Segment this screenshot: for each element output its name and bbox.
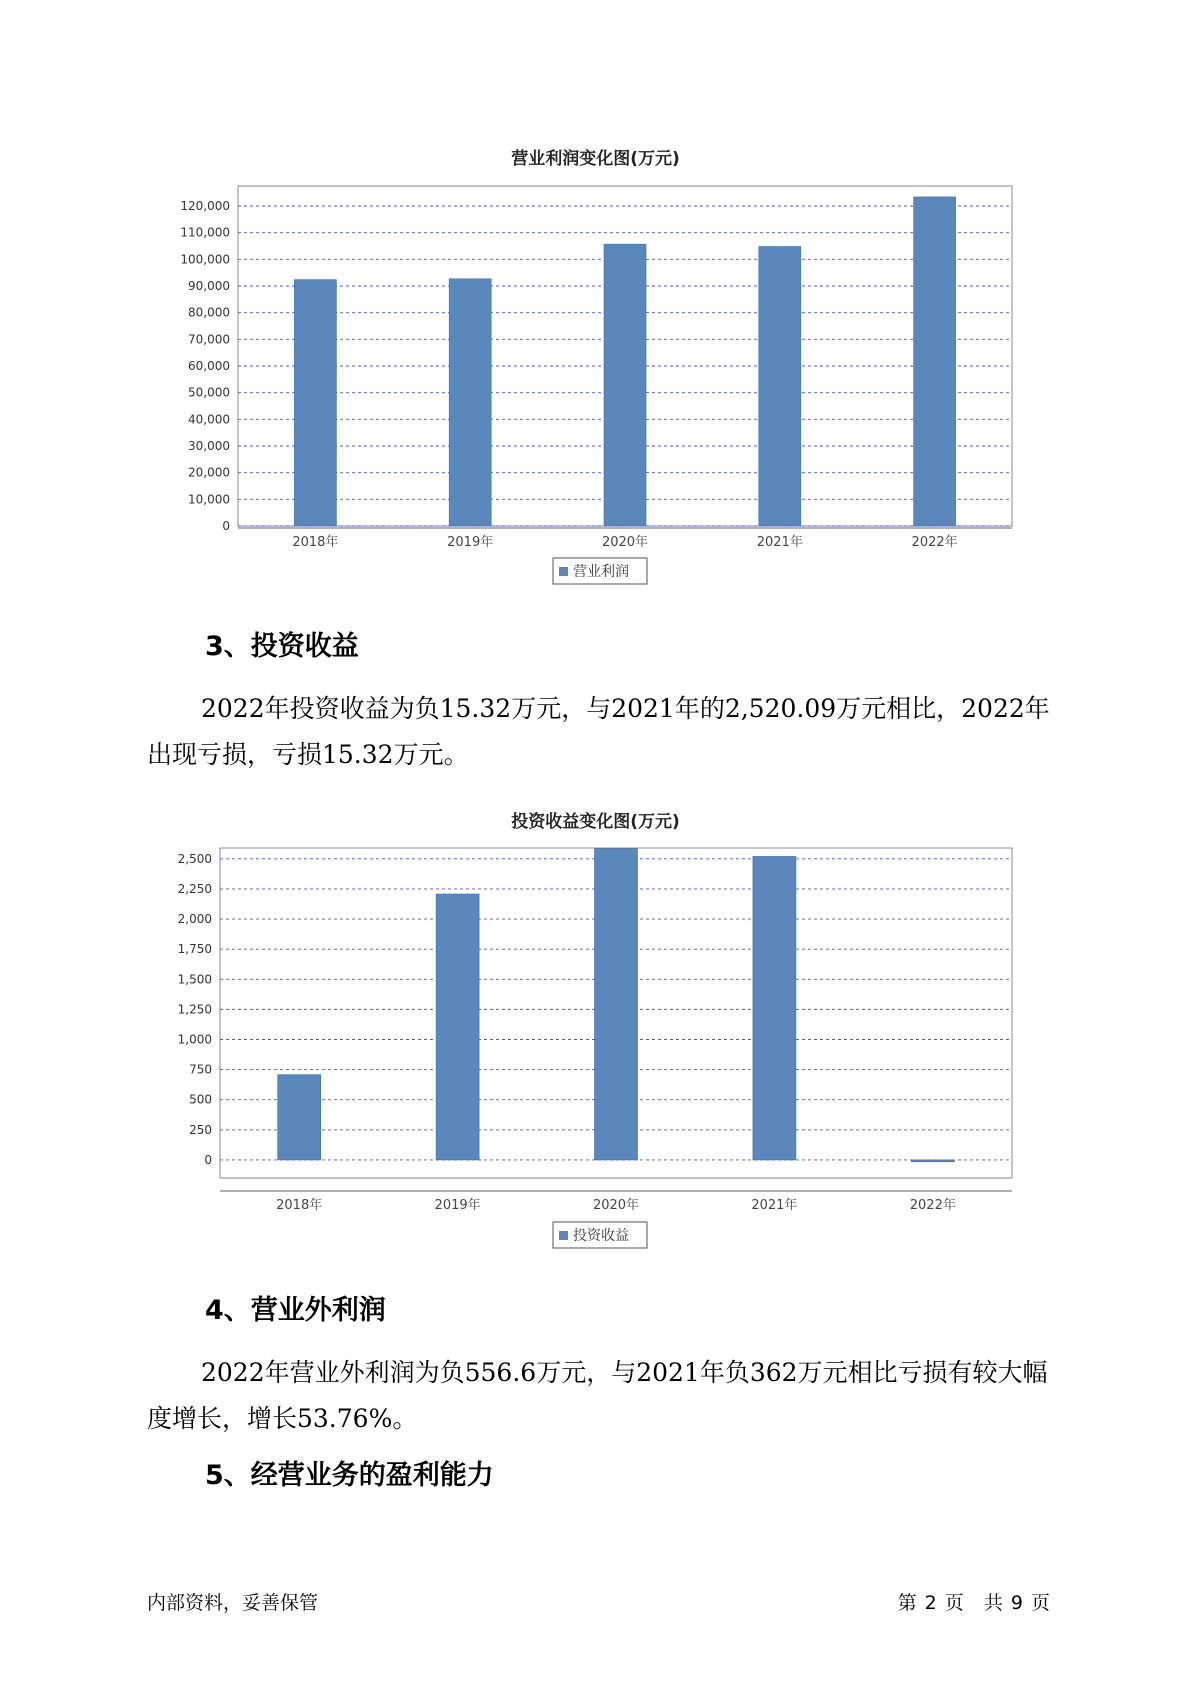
y-tick-label: 1,500 bbox=[177, 972, 212, 987]
x-tick-label: 2021年 bbox=[756, 535, 803, 550]
x-tick-label: 2022年 bbox=[911, 535, 958, 550]
y-tick-label: 0 bbox=[222, 519, 230, 533]
y-tick-label: 110,000 bbox=[180, 225, 230, 240]
y-tick-label: 50,000 bbox=[188, 385, 230, 400]
bar bbox=[911, 1160, 954, 1162]
legend bbox=[553, 1222, 647, 1248]
footer-confidential-note: 内部资料，妥善保管 bbox=[147, 1592, 319, 1614]
legend-label: 投资收益 bbox=[573, 1228, 629, 1244]
y-tick-label: 40,000 bbox=[188, 412, 230, 427]
page-mid: 页 bbox=[944, 1592, 964, 1614]
y-tick-label: 60,000 bbox=[188, 359, 230, 373]
bar bbox=[753, 856, 796, 1160]
x-tick-label: 2018年 bbox=[276, 1198, 323, 1213]
x-tick-label: 2020年 bbox=[601, 535, 649, 550]
x-tick-label: 2021年 bbox=[751, 1198, 798, 1213]
section-4-paragraph: 2022年营业外利润为负556.6万元，与2021年负362万元相比亏损有较大幅度增长，增长53.76%。 bbox=[147, 1358, 1048, 1433]
legend-swatch bbox=[559, 1231, 568, 1240]
y-tick-label: 90,000 bbox=[188, 279, 230, 293]
y-tick-label: 80,000 bbox=[188, 305, 230, 320]
chart2-title: 投资收益变化图(万元) bbox=[511, 812, 680, 832]
x-tick-label: 2022年 bbox=[909, 1198, 956, 1213]
page-number: 2 bbox=[924, 1592, 937, 1614]
y-tick-label: 100,000 bbox=[180, 252, 230, 267]
page-prefix: 第 bbox=[897, 1592, 917, 1614]
section-5-heading: 5、经营业务的盈利能力 bbox=[205, 1460, 494, 1491]
y-tick-label: 70,000 bbox=[188, 332, 230, 347]
x-tick-label: 2018年 bbox=[292, 535, 339, 550]
y-tick-label: 250 bbox=[189, 1122, 212, 1137]
y-tick-label: 1,750 bbox=[177, 942, 212, 957]
y-tick-label: 10,000 bbox=[188, 492, 230, 507]
y-tick-label: 1,000 bbox=[177, 1032, 212, 1047]
y-tick-label: 1,250 bbox=[177, 1002, 212, 1017]
y-tick-label: 2,250 bbox=[177, 881, 212, 896]
total-suffix: 页 bbox=[1030, 1592, 1050, 1614]
y-tick-label: 2,500 bbox=[177, 851, 212, 866]
section-3-heading: 3、投资收益 bbox=[205, 631, 359, 662]
section-4-heading: 4、营业外利润 bbox=[205, 1295, 386, 1326]
y-tick-label: 20,000 bbox=[188, 465, 230, 480]
y-tick-label: 0 bbox=[204, 1152, 212, 1167]
bar bbox=[278, 1075, 321, 1160]
bar bbox=[595, 849, 638, 1160]
section-3-paragraph: 2022年投资收益为负15.32万元，与2021年的2,520.09万元相比，2022年出现亏损，亏损15.32万元。 bbox=[147, 694, 1050, 769]
footer-page-indicator bbox=[894, 1588, 1054, 1615]
total-prefix: 共 bbox=[983, 1592, 1003, 1614]
x-tick-label: 2020年 bbox=[592, 1198, 640, 1213]
chart1-title: 营业利润变化图(万元) bbox=[511, 149, 680, 169]
y-tick-label: 120,000 bbox=[180, 199, 230, 213]
bar bbox=[436, 894, 479, 1160]
x-tick-label: 2019年 bbox=[447, 535, 494, 550]
total-pages: 9 bbox=[1010, 1592, 1023, 1614]
x-tick-label: 2019年 bbox=[434, 1198, 481, 1213]
y-tick-label: 30,000 bbox=[188, 439, 230, 453]
y-tick-label: 2,000 bbox=[177, 912, 212, 927]
y-tick-label: 500 bbox=[189, 1092, 212, 1107]
legend-label: 营业利润 bbox=[573, 564, 629, 580]
y-tick-label: 750 bbox=[189, 1062, 212, 1077]
